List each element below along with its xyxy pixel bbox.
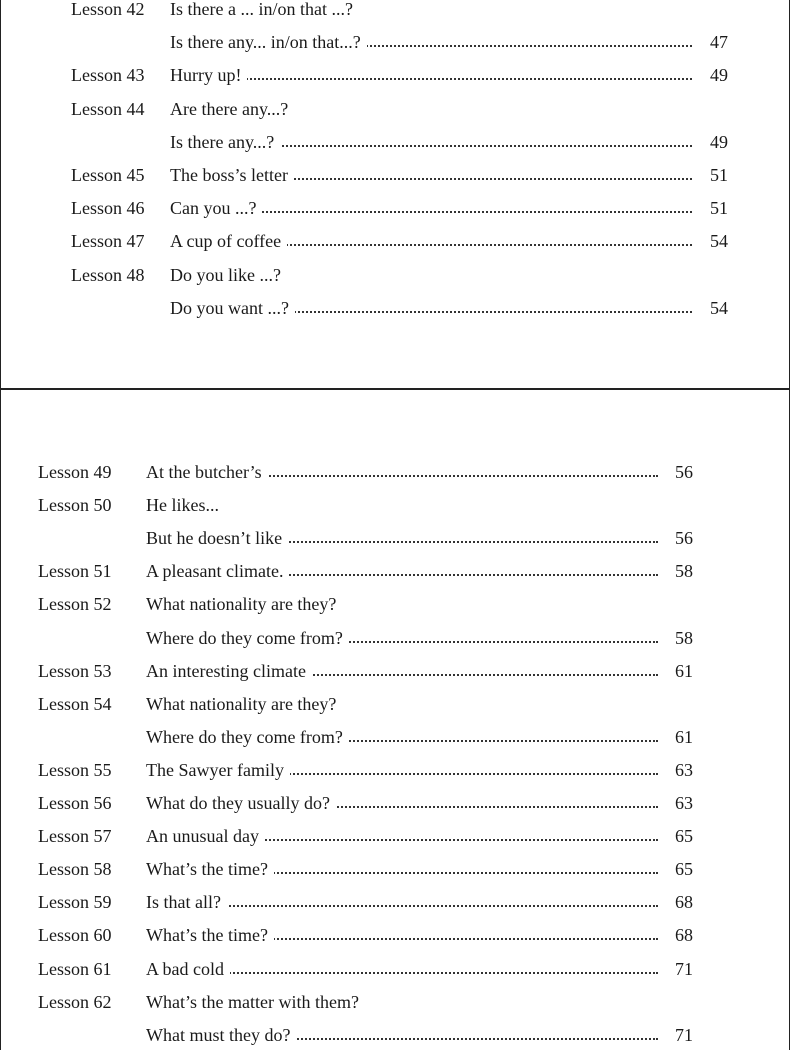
toc-row [0,753,790,786]
lesson-title: What nationality are they? [146,695,342,713]
toc-row [0,786,790,819]
toc-row [0,25,790,58]
lesson-number: Lesson 43 [71,65,145,86]
lesson-title: Can you ...? [170,199,262,217]
page-number: 71 [667,960,693,978]
page-number: 68 [667,926,693,944]
page-number: 65 [667,860,693,878]
lesson-title: A pleasant climate. [146,562,289,580]
lesson-title: A cup of coffee [170,232,287,250]
lesson-title: Hurry up! [170,66,247,84]
lesson-title: But he doesn’t like [146,529,288,547]
lesson-number: Lesson 49 [38,462,112,482]
toc-row [0,488,790,521]
lesson-title: An interesting climate [146,662,312,680]
toc-row [0,985,790,1018]
lesson-title: What nationality are they? [146,595,342,613]
toc-row [0,720,790,753]
toc-row [0,291,790,324]
lesson-title: Where do they come from? [146,629,349,647]
lesson-title: Is there any...? [170,133,280,151]
toc-row [0,1018,790,1051]
lesson-title: What must they do? [146,1026,296,1044]
lesson-title: He likes... [146,496,225,514]
toc-row [0,0,790,25]
toc-row [0,521,790,554]
page-number: 54 [702,232,728,250]
page-number: 56 [667,463,693,481]
leader-dots [190,78,692,80]
toc-row [0,224,790,257]
lesson-title: An unusual day [146,827,265,845]
page-number: 61 [667,728,693,746]
toc-row [0,258,790,291]
lesson-title: The Sawyer family [146,761,290,779]
toc-row [0,158,790,191]
page-number: 49 [702,133,728,151]
lesson-number: Lesson 56 [38,793,112,813]
toc-row [0,952,790,985]
toc-row [0,687,790,720]
page-number: 51 [702,199,728,217]
toc-row [0,125,790,158]
lesson-number: Lesson 47 [71,231,145,252]
lesson-number: Lesson 48 [71,264,145,285]
page-number: 51 [702,166,728,184]
toc-row [0,455,790,488]
toc-row [0,587,790,620]
lesson-number: Lesson 60 [38,925,112,946]
lesson-title: Do you like ...? [170,266,287,284]
toc-row [0,191,790,224]
page-number: 68 [667,893,693,911]
page-number: 71 [667,1026,693,1044]
toc-row [0,58,790,91]
lesson-number: Lesson 51 [38,561,112,582]
page-number: 54 [702,299,728,317]
lesson-number: Lesson 50 [38,495,112,516]
page-number: 61 [667,662,693,680]
page-number: 47 [702,33,728,51]
lesson-number: Lesson 62 [38,991,112,1012]
lesson-title: What’s the time? [146,860,274,878]
leader-dots [190,211,692,213]
lesson-number: Lesson 42 [71,0,145,19]
lesson-number: Lesson 59 [38,892,112,913]
lesson-title: What’s the matter with them? [146,993,365,1011]
toc-row [0,819,790,852]
toc-row [0,621,790,654]
page-number: 65 [667,827,693,845]
lesson-title: The boss’s letter [170,166,294,184]
toc-row [0,852,790,885]
page-number: 49 [702,66,728,84]
page-number: 56 [667,529,693,547]
lesson-title: Are there any...? [170,100,294,118]
page-number: 63 [667,794,693,812]
lesson-title: What’s the time? [146,926,274,944]
lesson-title: Is there any... in/on that...? [170,33,367,51]
page-number: 63 [667,761,693,779]
page-number: 58 [667,562,693,580]
lesson-title: Do you want ...? [170,299,295,317]
toc-row [0,918,790,951]
lesson-title: Where do they come from? [146,728,349,746]
lesson-number: Lesson 57 [38,826,112,847]
lesson-title: What do they usually do? [146,794,336,812]
toc-row [0,554,790,587]
toc-row [0,92,790,125]
toc-row [0,885,790,918]
lesson-title: At the butcher’s [146,463,268,481]
lesson-number: Lesson 53 [38,660,112,681]
lesson-number: Lesson 46 [71,198,145,219]
lesson-title: Is that all? [146,893,227,911]
lesson-title: Is there a ... in/on that ...? [170,0,359,18]
lesson-number: Lesson 52 [38,594,112,615]
lesson-number: Lesson 44 [71,98,145,119]
lesson-number: Lesson 54 [38,693,112,714]
lesson-number: Lesson 45 [71,165,145,185]
toc-row [0,654,790,687]
lesson-number: Lesson 58 [38,859,112,880]
leader-dots [166,905,658,907]
lesson-number: Lesson 55 [38,759,112,780]
lesson-number: Lesson 61 [38,958,112,979]
page-number: 58 [667,629,693,647]
lesson-title: A bad cold [146,960,230,978]
leader-dots [166,972,658,974]
